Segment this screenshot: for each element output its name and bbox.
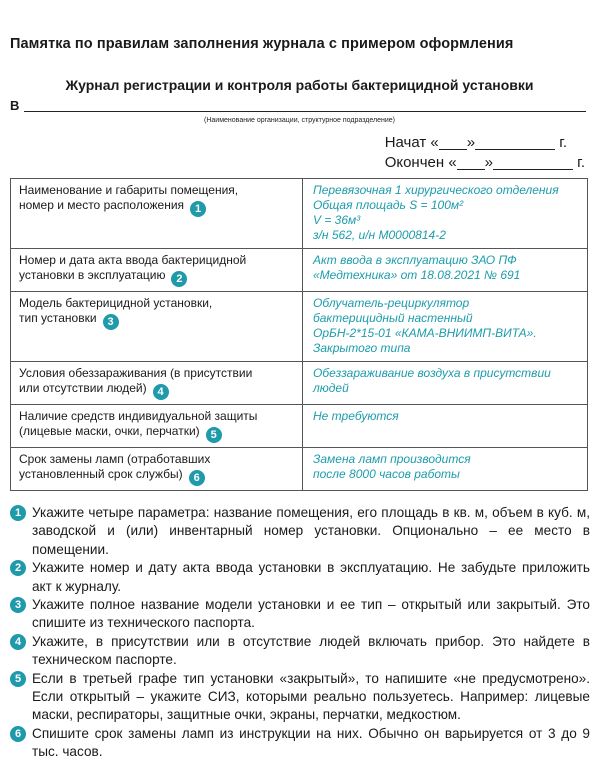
end-prefix: Окончен « (384, 154, 457, 171)
table-row (11, 362, 588, 405)
example-text: людей (313, 381, 349, 395)
example-text: после 8000 часов работы (313, 467, 460, 481)
instruction-text: Спишите срок замены ламп из инструкции на них. Обычно он варьируется от 3 до 9 тыс. часов. (32, 725, 590, 760)
end-month-blank (493, 155, 573, 170)
start-suffix: г. (555, 134, 568, 151)
instruction-text: Укажите полное название модели установки и ее тип – открытый или закрытый. Это спишите из технического паспорта. (32, 597, 590, 631)
instruction-item (10, 670, 590, 725)
number-badge-icon: 5 (206, 427, 222, 443)
example-text: Акт ввода в эксплуатацию ЗАО ПФ (313, 253, 517, 267)
instruction-item (10, 504, 590, 559)
row-example-value (303, 179, 588, 249)
instructions-list (10, 504, 590, 762)
example-text: «Медтехника» от 18.08.2021 № 691 (313, 268, 521, 282)
example-text: Закрытого типа (313, 341, 411, 355)
journal-dates (385, 133, 585, 173)
number-badge-icon: 2 (10, 560, 26, 576)
row-parameter (11, 249, 303, 292)
instruction-item (10, 559, 590, 596)
row-parameter (11, 179, 303, 249)
start-month-blank (475, 135, 555, 150)
table-row (11, 249, 588, 292)
row-parameter (11, 405, 303, 448)
end-day-blank (457, 155, 485, 170)
instruction-item (10, 725, 590, 762)
instruction-text: Если в третьей графе тип установки «закрытый», то напишите «не предусмотрено». Если открытый – укажите СИЗ, которыми реально пользуетесь. Например: лицевые маски, респираторы, защитные очки, экраны, перчатки, медкостюм. (32, 670, 590, 723)
number-badge-icon: 4 (153, 384, 169, 400)
example-text: Перевязочная 1 хирургического отделения (313, 183, 559, 197)
parameter-text: Номер и дата акта ввода бактерицидной (19, 253, 247, 267)
organization-caption: (Наименование организации, структурное подразделение) (204, 117, 395, 124)
parameter-text: Наименование и габариты помещения, (19, 183, 239, 197)
number-badge-icon: 5 (10, 671, 26, 687)
row-example-value (303, 362, 588, 405)
parameter-text: установки в эксплуатацию (19, 268, 166, 282)
organization-line (24, 111, 586, 112)
journal-title: Журнал регистрации и контроля работы бактерицидной установки (65, 77, 534, 93)
number-badge-icon: 2 (171, 271, 187, 287)
parameter-text: Наличие средств индивидуальной защиты (19, 409, 258, 423)
example-text: з/н 562, и/н М0000814-2 (313, 228, 446, 242)
journal-table (10, 178, 588, 491)
example-text: Не требуются (313, 409, 399, 423)
number-badge-icon: 6 (189, 470, 205, 486)
parameter-text: установленный срок службы) (19, 467, 183, 481)
table-row (11, 448, 588, 491)
number-badge-icon: 4 (10, 634, 26, 650)
table-row (11, 292, 588, 362)
example-text: Общая площадь S = 100м² (313, 198, 464, 212)
example-text: Обеззараживание воздуха в присутствии (313, 366, 551, 380)
number-badge-icon: 3 (10, 597, 26, 613)
example-text: бактерицидный настенный (313, 311, 473, 325)
instruction-item (10, 596, 590, 633)
row-example-value (303, 405, 588, 448)
table-row (11, 405, 588, 448)
start-day-blank (439, 135, 467, 150)
parameter-text: (лицевые маски, очки, перчатки) (19, 424, 200, 438)
row-parameter (11, 292, 303, 362)
start-date-row (385, 133, 585, 153)
row-parameter (11, 448, 303, 491)
row-parameter (11, 362, 303, 405)
instruction-item (10, 633, 590, 670)
end-date-row (385, 153, 585, 173)
parameter-text: Модель бактерицидной установки, (19, 296, 213, 310)
number-badge-icon: 6 (10, 726, 26, 742)
example-text: V = 36м³ (313, 213, 361, 227)
number-badge-icon: 3 (103, 314, 119, 330)
parameter-text: номер и место расположения (19, 198, 185, 212)
example-text: Облучатель-рециркулятор (313, 296, 470, 310)
row-example-value (303, 292, 588, 362)
example-text: ОрБН-2*15-01 «КАМА-ВНИИМП-ВИТА». (313, 326, 537, 340)
table-row (11, 179, 588, 249)
parameter-text: Срок замены ламп (отработавших (19, 452, 211, 466)
parameter-text: или отсутствии людей) (19, 381, 147, 395)
end-mid: » (484, 154, 494, 171)
end-suffix: г. (573, 154, 585, 171)
row-example-value (303, 249, 588, 292)
parameter-text: тип установки (19, 311, 97, 325)
parameter-text: Условия обеззараживания (в присутствии (19, 366, 253, 380)
start-prefix: Начат « (384, 134, 439, 151)
number-badge-icon: 1 (190, 201, 206, 217)
example-text: Замена ламп производится (313, 452, 471, 466)
instruction-text: Укажите, в присутствии или в отсутствие людей включать прибор. Это найдете в техническом паспорте. (32, 633, 590, 668)
start-mid: » (466, 134, 476, 151)
instruction-text: Укажите номер и дату акта ввода установки в эксплуатацию. Не забудьте приложить акт к журналу. (32, 560, 590, 594)
instruction-text: Укажите четыре параметра: название помещения, его площадь в кв. м, объем в куб. м, заводской и (или) инвентарный номер установки. Опционально – ее место в помещении. (32, 505, 590, 557)
document-title: Памятка по правилам заполнения журнала с примером оформления (10, 36, 514, 52)
number-badge-icon: 1 (10, 505, 26, 521)
row-example-value (303, 448, 588, 491)
organization-label: В (10, 98, 20, 113)
